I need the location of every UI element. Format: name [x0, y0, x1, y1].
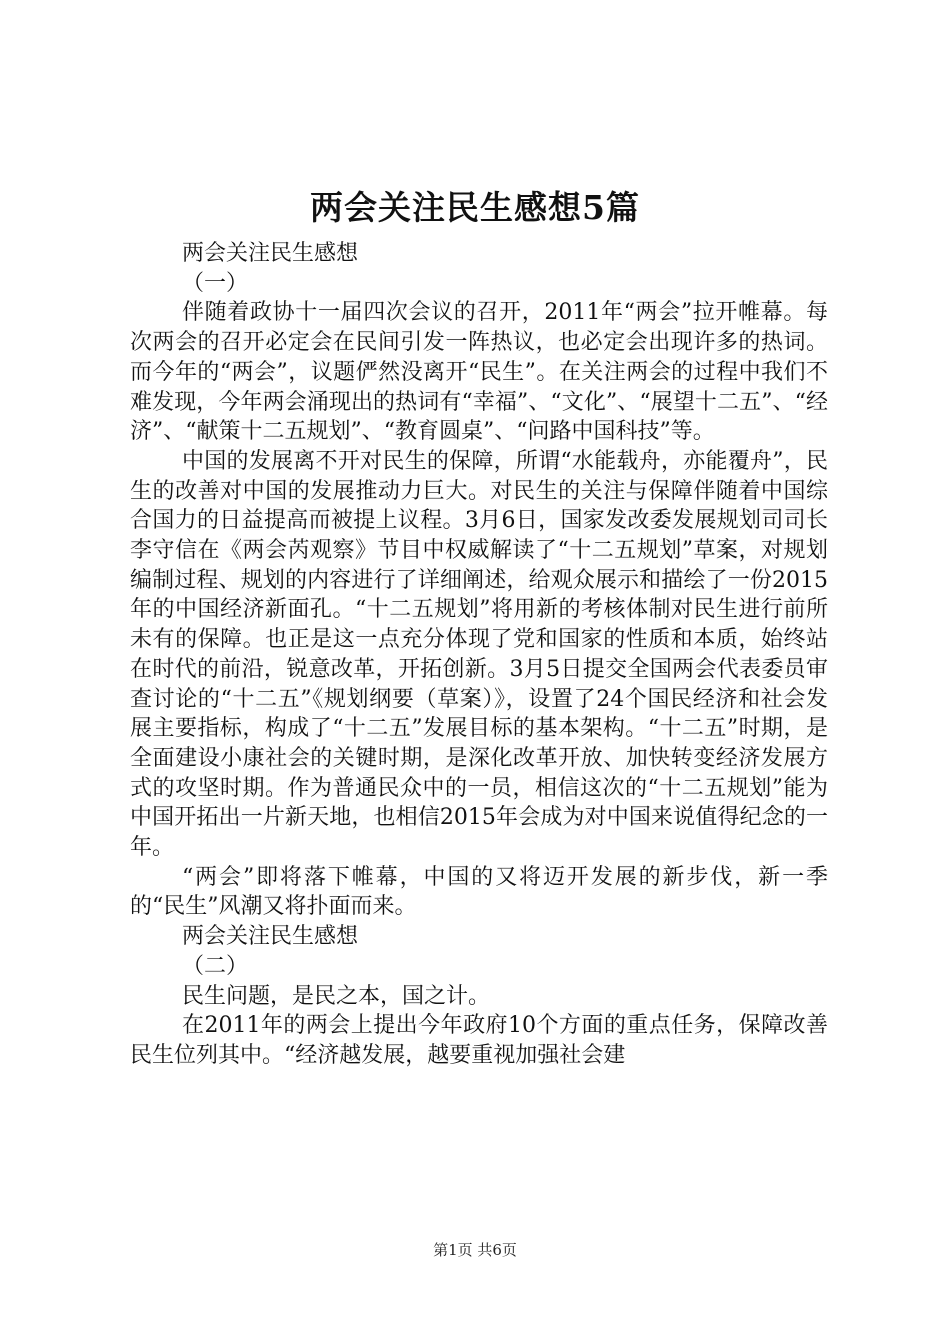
- paragraph: 民生问题，是民之本，国之计。: [182, 983, 491, 1009]
- section-number: （二）: [182, 953, 249, 979]
- section-number: （一）: [182, 270, 249, 296]
- paragraph: 中国的发展离不开对民生的保障，所谓“水能载舟，亦能覆舟”，民生的改善对中国的发展推动力巨大。对民生的关注与保障伴随着中国综合国力的日益提高而被提上议程。3月6日，国家发改委发展规划司司长李守信在《两会芮观察》节目中权威解读了“十二五规划”草案，对规划编制过程、规划的内容进行了详细阐述，给观众展示和描绘了一份2015年的中国经济新面孔。“十二五规划”将用新的考核体制对民生进行前所未有的保障。也正是这一点充分体现了党和国家的性质和本质，始终站在时代的前沿，锐意改革，开拓创新。3月5日提交全国两会代表委员审查讨论的“十二五”《规划纲要（草案）》，设置了24个国民经济和社会发展主要指标，构成了“十二五”发展目标的基本架构。“十二五”时期，是全面建设小康社会的关键时期，是深化改革开放、加快转变经济发展方式的攻坚时期。作为普通民众中的一员，相信这次的“十二五规划”能为中国开拓出一片新天地，也相信2015年会成为对中国来说值得纪念的一年。: [130, 448, 828, 861]
- paragraph: 在2011年的两会上提出今年政府10个方面的重点任务，保障改善民生位列其中。“经济越发展，越要重视加强社会建: [130, 1013, 828, 1068]
- section-heading: 两会关注民生感想: [182, 241, 359, 266]
- document-title: 两会关注民生感想5篇: [310, 188, 640, 227]
- page-footer: 第1页 共6页: [433, 1241, 517, 1259]
- paragraph: 伴随着政协十一届四次会议的召开，2011年“两会”拉开帷幕。每次两会的召开必定会在民间引发一阵热议，也必定会出现许多的热词。而今年的“两会”，议题俨然没离开“民生”。在关注两会的过程中我们不难发现，今年两会涌现出的热词有“幸福”、“文化”、“展望十二五”、“经济”、“献策十二五规划”、“教育圆桌”、“问路中国科技”等。: [130, 300, 828, 445]
- paragraph: “两会”即将落下帷幕，中国的又将迈开发展的新步伐，新一季的“民生”风潮又将扑面而来。: [130, 864, 828, 920]
- document-body: [130, 239, 828, 1071]
- section-heading: 两会关注民生感想: [182, 924, 359, 950]
